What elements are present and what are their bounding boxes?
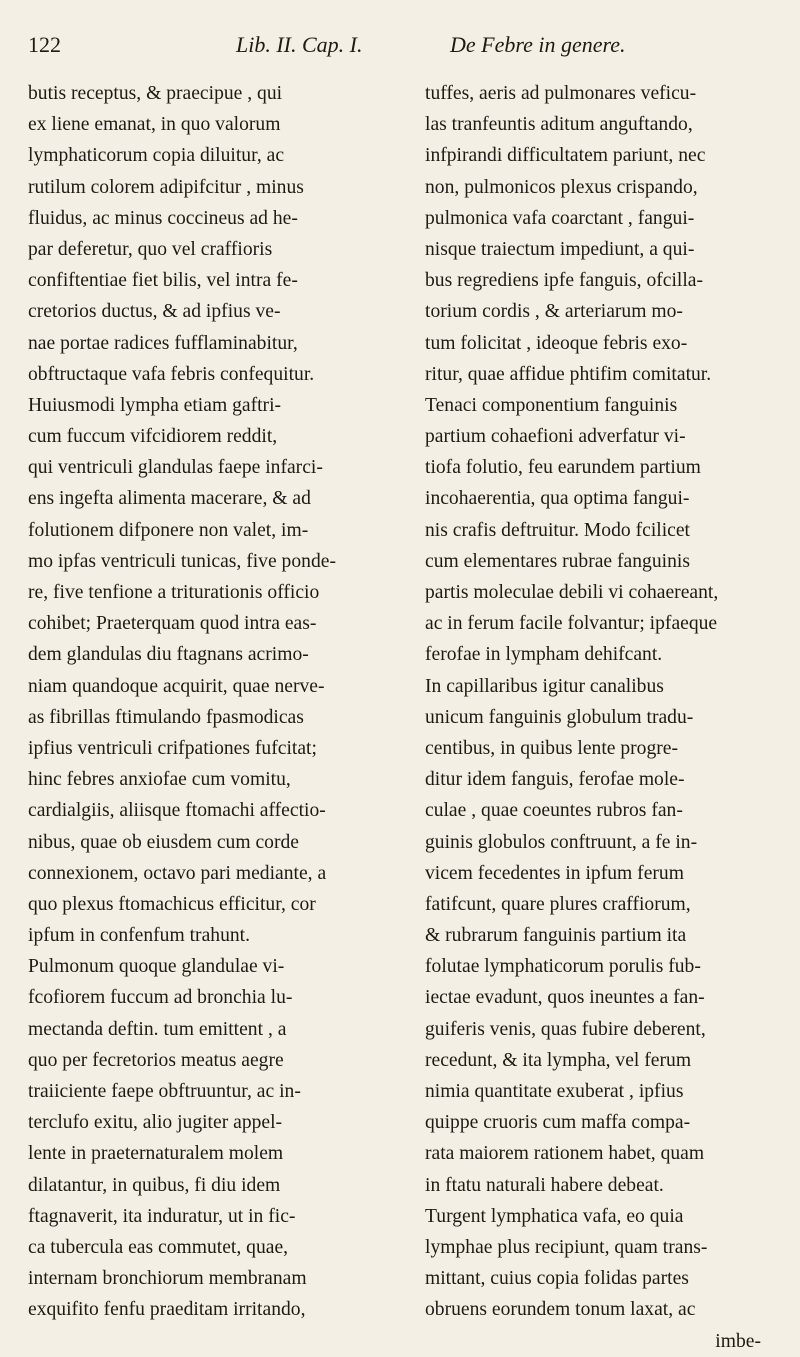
text-line: incohaerentia, qua optima fangui- xyxy=(425,488,690,510)
text-line: In capillaribus igitur canalibus xyxy=(425,675,664,697)
text-line: vicem fecedentes in ipfum ferum xyxy=(425,862,684,884)
text-line: pulmonica vafa coarctant , fangui- xyxy=(425,207,695,229)
text-line: traiiciente faepe obftruuntur, ac in- xyxy=(28,1081,301,1102)
text-line: obruens eorundem tonum laxat, ac xyxy=(425,1299,696,1321)
text-line: quo plexus ftomachicus efficitur, cor xyxy=(28,893,316,915)
text-line: niam quandoque acquirit, quae nerve- xyxy=(28,675,325,697)
text-line: ritur, quae affidue phtifim comitatur. xyxy=(425,363,712,385)
text-line: fcofiorem fuccum ad bronchia lu- xyxy=(28,987,293,1009)
text-line: dem glandulas diu ftagnans acrimo- xyxy=(28,644,309,666)
page-header xyxy=(28,30,768,70)
text-line: culae , quae coeuntes rubros fan- xyxy=(425,800,683,822)
text-line: ca tubercula eas commutet, quae, xyxy=(28,1236,289,1258)
text-line: Pulmonum quoque glandulae vi- xyxy=(28,956,285,978)
text-line: fatifcunt, quare plures craffiorum, xyxy=(425,893,691,915)
text-line: cretorios ductus, & ad ipfius ve- xyxy=(28,301,281,323)
text-line: Turgent lymphatica vafa, eo quia xyxy=(425,1205,684,1227)
text-line: terclufo exitu, alio jugiter appel- xyxy=(28,1112,283,1134)
text-line: rata maiorem rationem habet, quam xyxy=(425,1143,705,1165)
text-line: re, five tenfione a triturationis officio xyxy=(28,582,320,603)
text-line: ac in ferum facile folvantur; ipfaeque xyxy=(425,613,718,635)
text-line: guinis globulos conftruunt, a fe in- xyxy=(425,831,698,853)
text-line: lymphaticorum copia diluitur, ac xyxy=(28,145,285,167)
text-line: ftagnaverit, ita induratur, ut in fic- xyxy=(28,1205,296,1227)
text-line: mo ipfas ventriculi tunicas, five ponde- xyxy=(28,550,336,572)
text-line: quippe cruoris cum maffa compa- xyxy=(425,1112,691,1134)
text-line: iectae evadunt, quos ineuntes a fan- xyxy=(425,987,705,1009)
text-line: bus regrediens ipfe fanguis, ofcilla- xyxy=(425,270,704,292)
text-line: cohibet; Praeterquam quod intra eas- xyxy=(28,613,317,635)
text-line: par deferetur, quo vel craffioris xyxy=(28,238,273,260)
text-line: infpirandi difficultatem pariunt, nec xyxy=(425,145,706,167)
text-line: tum folicitat , ideoque febris exo- xyxy=(425,332,688,354)
text-line: nis crafis deftruitur. Modo fcilicet xyxy=(425,519,690,541)
text-line: las tranfeuntis aditum anguftando, xyxy=(425,114,693,136)
text-line: ipfius ventriculi crifpationes fufcitat; xyxy=(28,737,317,759)
text-line: cum elementares rubrae fanguinis xyxy=(425,550,690,572)
text-line: rutilum colorem adipifcitur , minus xyxy=(28,176,304,198)
text-line: unicum fanguinis globulum tradu- xyxy=(425,706,694,728)
running-head-right: De Febre in genere. xyxy=(450,32,626,57)
text-line: in ftatu naturali habere debeat. xyxy=(425,1174,664,1196)
running-head-left: Lib. II. Cap. I. xyxy=(236,32,363,57)
text-line: non, pulmonicos plexus crispando, xyxy=(425,176,698,198)
text-line: folutionem difponere non valet, im- xyxy=(28,519,309,541)
text-line: mittant, cuius copia folidas partes xyxy=(425,1268,689,1290)
text-line: nisque traiectum impediunt, a qui- xyxy=(425,238,695,260)
text-line: centibus, in quibus lente progre- xyxy=(425,737,679,759)
text-line: partium cohaefioni adverfatur vi- xyxy=(425,426,686,448)
text-line: obftructaque vafa febris confequitur. xyxy=(28,363,315,385)
text-line: Tenaci componentium fanguinis xyxy=(425,394,678,416)
text-line: mectanda deftin. tum emittent , a xyxy=(28,1018,287,1040)
text-line: cardialgiis, aliisque ftomachi affectio- xyxy=(28,800,326,822)
text-line: ditur idem fanguis, ferofae mole- xyxy=(425,769,685,791)
text-line: internam bronchiorum membranam xyxy=(28,1268,307,1290)
left-text-column xyxy=(28,78,368,1326)
text-line: folutae lymphaticorum porulis fub- xyxy=(425,956,701,978)
text-line: dilatantur, in quibus, fi diu idem xyxy=(28,1174,281,1196)
text-line: nibus, quae ob eiusdem cum corde xyxy=(28,831,299,853)
text-line: ipfum in confenfum trahunt. xyxy=(28,925,251,947)
text-line: recedunt, & ita lympha, vel ferum xyxy=(425,1049,692,1071)
text-line: Huiusmodi lympha etiam gaftri- xyxy=(28,394,282,416)
text-line: tiofa folutio, feu earundem partium xyxy=(425,457,701,479)
text-line: lente in praeternaturalem molem xyxy=(28,1143,284,1165)
text-line: qui ventriculi glandulas faepe infarci- xyxy=(28,457,323,479)
text-line: & rubrarum fanguinis partium ita xyxy=(425,925,687,947)
text-line: partis moleculae debili vi cohaereant, xyxy=(425,582,719,603)
text-line: hinc febres anxiofae cum vomitu, xyxy=(28,769,291,791)
page-number: 122 xyxy=(28,32,61,57)
text-line: fluidus, ac minus coccineus ad he- xyxy=(28,207,298,229)
text-line: guiferis venis, quas fubire deberent, xyxy=(425,1018,706,1040)
text-line: nae portae radices fufflaminabitur, xyxy=(28,332,298,354)
text-line: ex liene emanat, in quo valorum xyxy=(28,114,281,136)
text-line: ens ingefta alimenta macerare, & ad xyxy=(28,488,311,510)
catchword: imbe- xyxy=(715,1330,761,1352)
text-line: cum fuccum vifcidiorem reddit, xyxy=(28,426,278,448)
text-line: connexionem, octavo pari mediante, a xyxy=(28,862,327,884)
text-line: torium cordis , & arteriarum mo- xyxy=(425,301,683,323)
text-line: nimia quantitate exuberat , ipfius xyxy=(425,1081,684,1102)
text-line: ferofae in lympham dehifcant. xyxy=(425,644,663,666)
text-line: as fibrillas ftimulando fpasmodicas xyxy=(28,706,304,728)
text-line: lymphae plus recipiunt, quam trans- xyxy=(425,1236,708,1258)
text-line: confiftentiae fiet bilis, vel intra fe- xyxy=(28,270,298,292)
text-line: tuffes, aeris ad pulmonares veficu- xyxy=(425,83,697,104)
text-line: exquifito fenfu praeditam irritando, xyxy=(28,1299,306,1321)
text-line: butis receptus, & praecipue , qui xyxy=(28,83,283,104)
text-line: quo per fecretorios meatus aegre xyxy=(28,1049,284,1071)
